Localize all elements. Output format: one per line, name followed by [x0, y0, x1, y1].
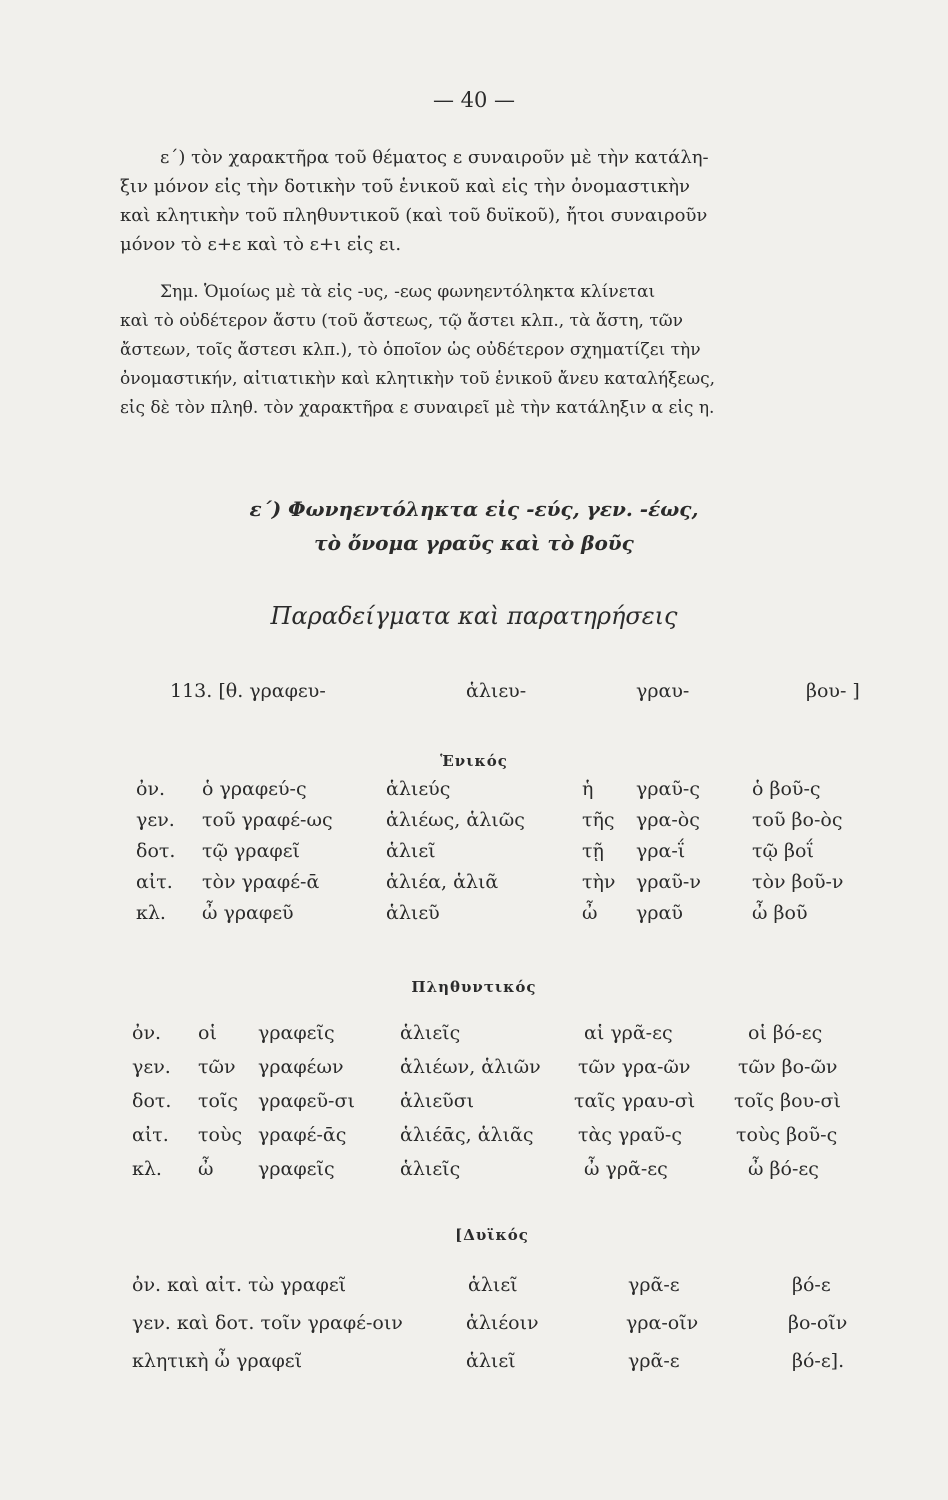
intro-paragraph	[120, 143, 840, 259]
theme-cell: γραυ-	[636, 680, 690, 702]
table-cell: ἁλιεῖ	[386, 840, 436, 862]
table-cell: γρα-ὸς	[636, 809, 700, 831]
table-cell: ἁλιέᾱς, ἁλιᾶς	[400, 1124, 534, 1146]
dual-heading: [Δυϊκός	[455, 1226, 529, 1244]
table-cell: βό-ε].	[792, 1350, 845, 1372]
table-cell: ἁλιεῖς	[400, 1022, 461, 1044]
table-cell: ὦ βοῦ	[752, 902, 808, 924]
table-cell: τοῦ βο-ὸς	[752, 809, 843, 831]
text-line: ἄστεων, τοῖς ἄστεσι κλπ.), τὸ ὁποῖον ὡς οὐδέτερον σχηματίζει τὴν	[120, 340, 701, 360]
table-cell: ἁλιεῦ	[386, 902, 440, 924]
case-label: γεν.	[132, 1056, 171, 1078]
table-cell: κλητικὴ ὦ γραφεῖ	[132, 1350, 303, 1372]
table-cell: γραῦ	[636, 902, 683, 924]
table-cell: ὁ βοῦ-ς	[752, 778, 821, 800]
theme-cell: ἁλιευ-	[466, 680, 527, 702]
heading-line: τὸ ὄνομα γραῦς καὶ τὸ βοῦς	[314, 531, 634, 555]
text-line: ε΄) τὸν χαρακτῆρα τοῦ θέματος ε συναιροῦν μὲ τὴν κατάλη-	[160, 147, 709, 168]
table-cell: βό-ε	[792, 1274, 831, 1296]
text-line: μόνον τὸ ε+ε καὶ τὸ ε+ι εἰς ει.	[120, 234, 402, 255]
table-cell: οἱ βό-ες	[748, 1022, 823, 1044]
table-cell: γραφεῖς	[258, 1022, 335, 1044]
table-cell: ἁλιεῖς	[400, 1158, 461, 1180]
case-label: γεν.	[136, 809, 175, 831]
table-cell: γρα-ΐ	[636, 840, 686, 862]
note-paragraph	[120, 278, 840, 423]
table-cell: γραφεῦ-σι	[258, 1090, 355, 1112]
heading-line: ε΄) Φωνηεντόληκτα εἰς -εύς, γεν. -έως,	[249, 497, 699, 521]
text-line: ὀνομαστικήν, αἰτιατικὴν καὶ κλητικὴν τοῦ ἑνικοῦ ἄνευ καταλήξεως,	[120, 369, 716, 389]
table-cell: γρᾶ-ε	[628, 1350, 680, 1372]
table-cell: τὸν γραφέ-ᾱ	[202, 871, 320, 893]
table-cell: ὦ γραφεῦ	[202, 902, 294, 924]
text-line: καὶ κλητικὴν τοῦ πληθυντικοῦ (καὶ τοῦ δυϊκοῦ), ἤτοι συναιροῦν	[120, 205, 708, 226]
table-cell: ἁλιέα, ἁλιᾶ	[386, 871, 499, 893]
case-label: αἰτ.	[136, 871, 173, 893]
table-cell: ἁλιέων, ἁλιῶν	[400, 1056, 541, 1078]
table-cell: ὦ	[582, 902, 598, 924]
table-cell: τοὺς βοῦ-ς	[736, 1124, 838, 1146]
table-cell: γραφέων	[258, 1056, 344, 1078]
table-cell: ταῖς γραυ-σὶ	[574, 1090, 696, 1112]
table-cell: γρα-οῖν	[626, 1312, 699, 1334]
singular-heading: Ἑνικός	[440, 752, 508, 770]
table-cell: τὰς γραῦ-ς	[578, 1124, 682, 1146]
case-label: ὀν.	[132, 1022, 162, 1044]
table-cell: τὴν	[582, 871, 616, 893]
case-label: κλ.	[132, 1158, 162, 1180]
table-cell: αἱ γρᾶ-ες	[584, 1022, 673, 1044]
theme-cell: 113. [θ. γραφευ-	[170, 680, 326, 702]
table-cell: ἁλιεύς	[386, 778, 451, 800]
case-label: δοτ.	[132, 1090, 172, 1112]
case-label: αἰτ.	[132, 1124, 169, 1146]
table-cell: ἁλιεῖ	[466, 1350, 516, 1372]
page-number: — 40 —	[432, 88, 516, 112]
table-cell: τὸν βοῦ-ν	[752, 871, 844, 893]
table-cell: ἁλιέοιν	[466, 1312, 539, 1334]
table-cell: ὀν. καὶ αἰτ. τὼ γραφεῖ	[132, 1274, 347, 1296]
table-cell: τοῦ γραφέ-ως	[202, 809, 333, 831]
table-cell: τῷ βοΐ	[752, 840, 814, 862]
theme-cell: βου- ]	[806, 680, 860, 702]
table-cell: ἁλιέως, ἁλιῶς	[386, 809, 525, 831]
plural-heading: Πληθυντικός	[411, 978, 537, 996]
table-cell: τῶν βο-ῶν	[738, 1056, 838, 1078]
table-cell: ἁλιεῖ	[468, 1274, 518, 1296]
table-cell: ὦ γρᾶ-ες	[584, 1158, 668, 1180]
table-cell: τοῖς	[198, 1090, 239, 1112]
table-cell: ἁλιεῦσι	[400, 1090, 475, 1112]
table-cell: βο-οῖν	[788, 1312, 848, 1334]
text-line: καὶ τὸ οὐδέτερον ἄστυ (τοῦ ἄστεως, τῷ ἄστει κλπ., τὰ ἄστη, τῶν	[120, 311, 683, 331]
table-cell: τῶν	[198, 1056, 236, 1078]
table-cell: τῷ γραφεῖ	[202, 840, 300, 862]
table-cell: γραῦ-ς	[636, 778, 700, 800]
section-heading	[0, 492, 948, 560]
table-cell: τῇ	[582, 840, 604, 862]
table-cell: ὦ βό-ες	[748, 1158, 819, 1180]
case-label: ὀν.	[136, 778, 166, 800]
table-cell: τοῖς βου-σὶ	[734, 1090, 841, 1112]
table-cell: γραφεῖς	[258, 1158, 335, 1180]
case-label: δοτ.	[136, 840, 176, 862]
table-cell: γεν. καὶ δοτ. τοῖν γραφέ-οιν	[132, 1312, 403, 1334]
table-cell: τοὺς	[198, 1124, 243, 1146]
subtitle: Παραδείγματα καὶ παρατηρήσεις	[270, 602, 678, 630]
text-line: ξιν μόνον εἰς τὴν δοτικὴν τοῦ ἑνικοῦ καὶ εἰς τὴν ὀνομαστικὴν	[120, 176, 690, 197]
table-cell: γρᾶ-ε	[628, 1274, 680, 1296]
table-cell: τῶν γρα-ῶν	[578, 1056, 691, 1078]
table-cell: ὦ	[198, 1158, 214, 1180]
table-cell: οἱ	[198, 1022, 217, 1044]
table-cell: τῆς	[582, 809, 615, 831]
table-cell: ἡ	[582, 778, 594, 800]
text-line: εἰς δὲ τὸν πληθ. τὸν χαρακτῆρα ε συναιρεῖ μὲ τὴν κατάληξιν α εἰς η.	[120, 398, 715, 418]
text-line: Σημ. Ὁμοίως μὲ τὰ εἰς -υς, -εως φωνηεντόληκτα κλίνεται	[160, 282, 656, 302]
table-cell: ὁ γραφεύ-ς	[202, 778, 307, 800]
case-label: κλ.	[136, 902, 166, 924]
table-cell: γραφέ-ᾱς	[258, 1124, 347, 1146]
table-cell: γραῦ-ν	[636, 871, 701, 893]
